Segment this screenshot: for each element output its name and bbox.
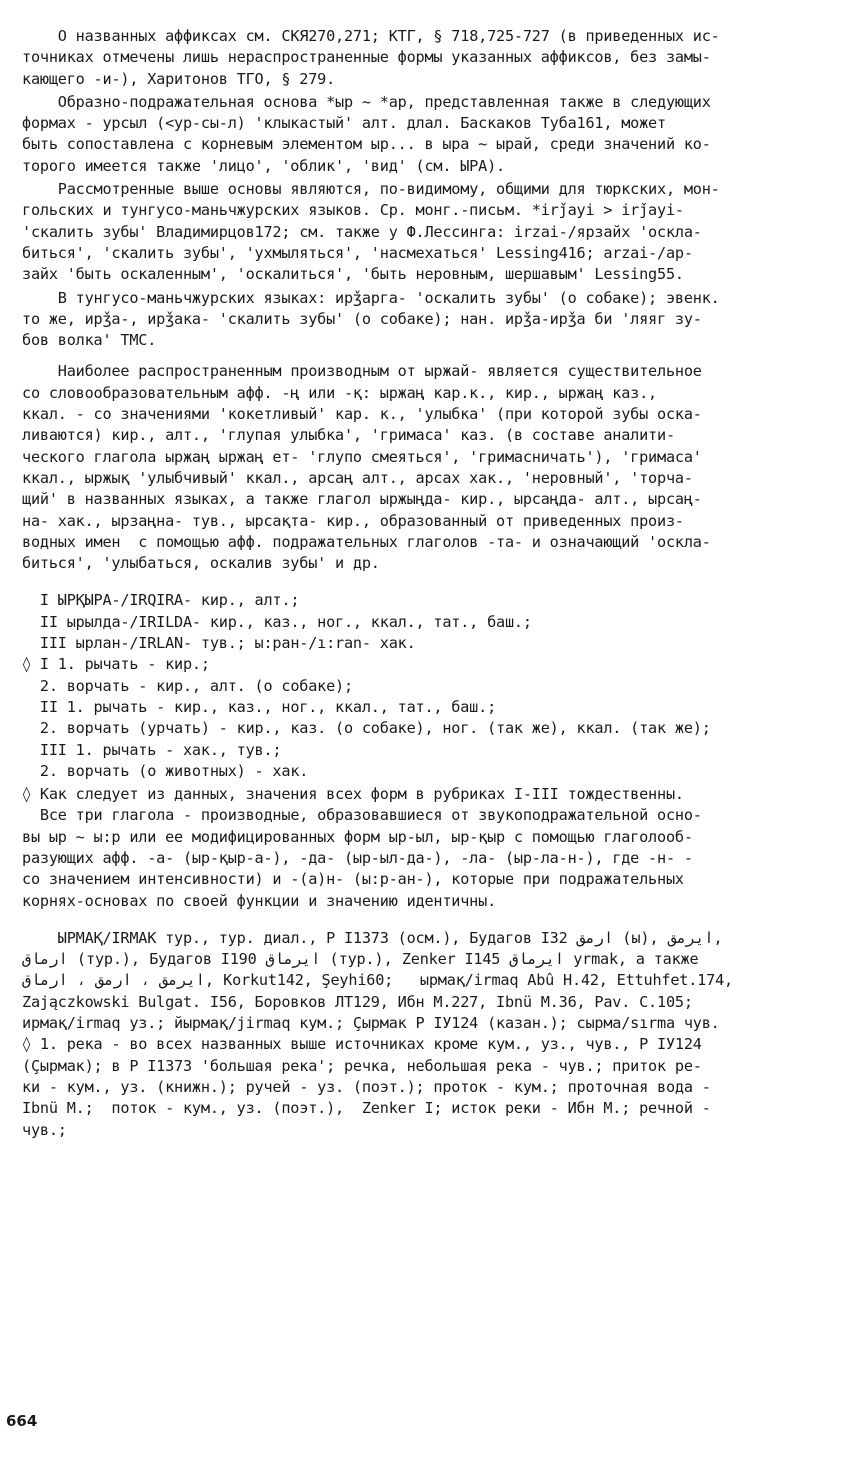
entry-irqira-list: I ЫРҚЫРА-/IRQIRA- кир., алт.; II ырылда-/IRILDA- кир., каз., ног., ккал., тат., баш.; III ырлан-/IRLAN- тув.; ы:ран-/ı:ran- хак. ◊ I 1. рычать - кир.; 2. ворчать - кир., алт. (о собаке); II 1. рычать - кир., каз., ног., ккал., тат., баш.; 2. ворчать (урчать) - кир., каз. (о собаке), ног. (так же), ккал. (так же); III 1. рычать - хак., тув.; 2. ворчать (о животных) - хак. bbox=[22, 591, 711, 780]
paragraph-imitative-stem: Образно-подражательная основа *ыр ~ *ар, представленная также в следующих формах - урсыл (<ур-сы-л) 'клыкастый' алт. длал. Баскаков Туба161, может быть сопоставлена с корневым элементом ыр... в ыра ~ ырай, среди значений ко- торого имеется также 'лицо', 'облик', 'вид' (см. ЫРА). bbox=[22, 92, 711, 175]
paragraph-altaic-comparison: Рассмотренные выше основы являются, по-видимому, общими для тюркских, мон- гольских и тунгусо-маньчжурских языков. Ср. монг.-письм. *irǰayi > irǰayi- 'скалить зубы' Владимирцов172; см. также у Ф.Лессинга: irzai-/ярзайх 'оскла- биться', 'скалить зубы', 'ухмыляться', 'насмехаться' Lessing416; arzai-/ар- зайх 'быть оскаленным', 'оскалиться', 'быть неровным, шершавым' Lessing55. bbox=[22, 180, 720, 284]
page-number: 664 bbox=[6, 1412, 38, 1430]
paragraph-affix-sources: О названных аффиксах см. СКЯ270,271; КТГ, § 718,725-727 (в приведенных ис- точниках отмечены лишь нераспространенные формы указанных аффиксов, без замы- кающего -и-), Харитонов ТГО, § 279. bbox=[22, 27, 720, 88]
entry-irmak: ЫРМАҚ/IRMAK тур., тур. диал., Р I1373 (осм.), Будагов I32 ارمق (ы), ايرمق, ارماق (тур.), Будагов I190 ايرماق (тур.), Zenker I145 ايرماق yrmak, а также ايرمق ، ارمق ، ارماق, Korkut142, Şeyhi60; ырмақ/irmaq Abû H.42, Ettuhfet.174, Zajączkowski Bulgat. I56, Боровков ЛТ129, Ибн М.227, Ibnü M.36, Pav. C.105; ирмақ/irmaq уз.; йырмақ/jirmaq кум.; Ҫырмак Р IУ124 (казан.); сырма/sırma чув. ◊ 1. река - во всех названных выше источниках кроме кум., уз., чув., Р IУ124 (Ҫырмак); в Р I1373 'большая река'; речка, небольшая река - чув.; приток ре- ки - кум., уз. (книжн.); ручей - уз. (поэт.); проток - кум.; проточная вода - Ibnü M.; поток - кум., уз. (поэт.), Zenker I; исток реки - Ибн М.; речной - чув.; bbox=[22, 928, 733, 1139]
paragraph-derivatives: Наиболее распространенным производным от ыржай- является существительное со словообразовательным афф. -ң или -қ: ыржаң кар.к., кир., ыржаң каз., ккал. - со значениями 'кокетливый' кар. к., 'улыбка' (при которой зубы оска- ливаются) кир., алт., 'глупая улыбка', 'гримаса' каз. (в составе аналити- ческого глагола ыржаң ыржаң ет- 'глупо смеяться', 'гримасничать'), 'гримаса' ккал., ыржық 'улыбчивый' ккал., арсаң алт., арсах хак., 'неровный', 'торча- щий' в названных языках, а также глагол ыржыңда- кир., ырсаңда- алт., ырсаң- на- хак., ырзаңна- тув., ырсақта- кир., образованный от приведенных произ- водных имен с помощью афф. подражательных глаголов -та- и означающий 'оскла- биться', 'улыбаться, оскалив зубы' и др. bbox=[22, 362, 711, 573]
paragraph-note: ◊ Как следует из данных, значения всех форм в рубриках I-III тождественны. Все три глагола - производные, образовавшиеся от звукоподражательной осно- вы ыр ~ ы:р или ее модифицированных форм ыр-ыл, ыр-қыр с помощью глаголооб- разующих афф. -а- (ыр-қыр-а-), -да- (ыр-ыл-да-), -ла- (ыр-ла-н-), где -н- - со значением интенсивности) и -(а)н- (ы:р-ан-), которые при подражательных корнях-основах по своей функции и значению идентичны. bbox=[22, 785, 702, 910]
paragraph-tungusic: В тунгусо-маньчжурских языках: ирǯарга- 'оскалить зубы' (о собаке); эвенк. то же, ирǯа-, ирǯака- 'скалить зубы' (о собаке); нан. ирǯа-ирǯа би 'ляяг зу- бов волка' ТМС. bbox=[22, 288, 720, 350]
